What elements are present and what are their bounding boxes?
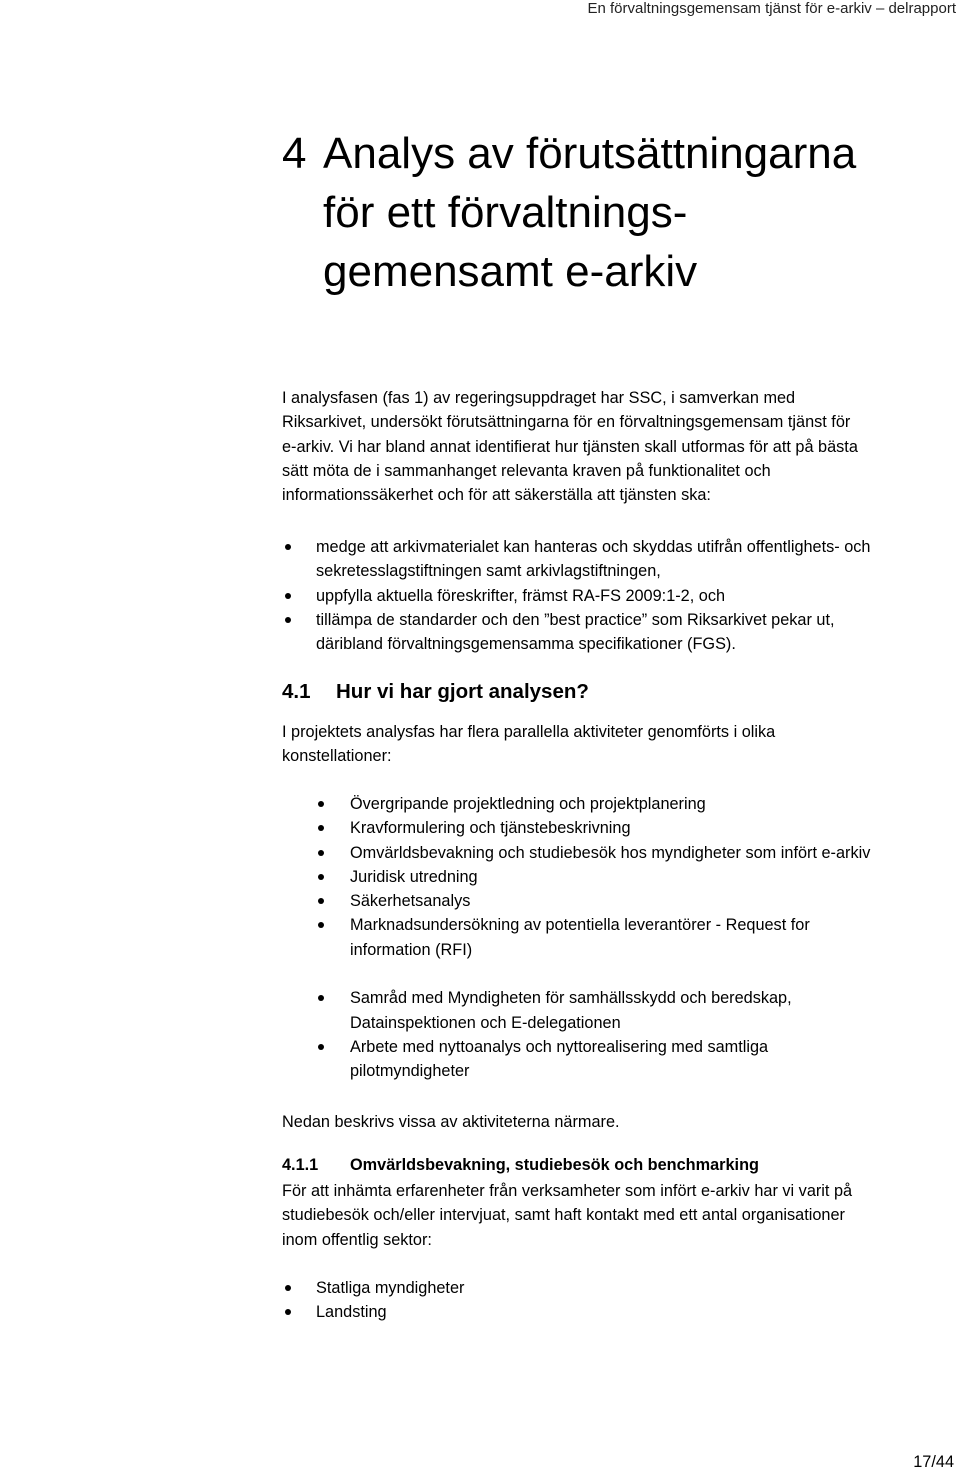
section-number: 4.1 [282, 680, 311, 703]
text-line: medge att arkivmaterialet kan hanteras och skyddas utifrån offentlighets- och [316, 538, 871, 556]
text-line: sekretesslagstiftningen samt arkivlagstiftningen, [316, 562, 661, 581]
list-item [350, 986, 870, 1035]
chapter-title-line: gemensamt e-arkiv [323, 247, 698, 296]
bullet-icon [285, 1285, 291, 1291]
intro-paragraph [282, 386, 858, 507]
list-item [350, 889, 870, 913]
text-line: För att inhämta erfarenheter från verksamheter som infört e-arkiv har vi varit på [282, 1182, 853, 1200]
chapter-title-line: Analys av förutsättningarna [323, 129, 857, 178]
bullet-icon [318, 850, 324, 856]
bullet-icon [318, 874, 324, 880]
text-line: uppfylla aktuella föreskrifter, främst RA-FS 2009:1-2, och [316, 586, 726, 605]
text-line: studiebesök och/eller intervjuat, samt haft kontakt med ett antal organisationer [282, 1206, 845, 1225]
text-line: I projektets analysfas har flera parallella aktiviteter genomförts i olika [282, 723, 776, 741]
text-line: informationssäkerhet och för att säkerställa att tjänsten ska: [282, 486, 711, 505]
bullet-icon [318, 1044, 324, 1050]
bullet-icon [318, 995, 324, 1001]
text-line: Datainspektionen och E-delegationen [350, 1013, 621, 1032]
list-item [350, 865, 870, 889]
chapter-title [282, 124, 856, 301]
bullet-icon [318, 801, 324, 807]
text-line: Kravformulering och tjänstebeskrivning [350, 819, 631, 838]
list-item [350, 792, 870, 816]
text-line: Landsting [316, 1303, 387, 1322]
text-line: Riksarkivet, undersökt förutsättningarna för en förvaltningsgemensam tjänst för [282, 413, 851, 432]
chapter-title-line: för ett förvaltnings- [323, 188, 688, 237]
page-number: 17/44 [913, 1453, 954, 1471]
list-item [316, 608, 870, 657]
chapter-number: 4 [282, 129, 307, 178]
text-line: Övergripande projektledning och projektplanering [350, 795, 706, 813]
list-item [316, 1276, 464, 1300]
section-title: Hur vi har gjort analysen? [336, 680, 589, 703]
list-item [316, 535, 870, 584]
bullet-icon [285, 544, 291, 550]
running-header: En förvaltningsgemensam tjänst för e-arkiv – delrapport [587, 0, 956, 17]
list-item [350, 816, 870, 840]
requirements-list [316, 535, 870, 656]
list-item [316, 1300, 464, 1324]
subsection-heading [282, 1153, 759, 1177]
text-line: Omvärldsbevakning och studiebesök hos myndigheter som infört e-arkiv [350, 843, 871, 862]
bullet-icon [285, 593, 291, 599]
bullet-icon [318, 825, 324, 831]
text-line: Statliga myndigheter [316, 1279, 465, 1297]
list-item [350, 913, 870, 962]
closing-paragraph [282, 1110, 620, 1134]
text-line: Juridisk utredning [350, 867, 478, 886]
text-line: inom offentlig sektor: [282, 1230, 432, 1249]
bullet-icon [318, 922, 324, 928]
list-item [316, 584, 870, 608]
subsection-number: 4.1.1 [282, 1156, 319, 1174]
text-line: konstellationer: [282, 747, 392, 766]
section-heading [282, 678, 589, 706]
text-line: pilotmyndigheter [350, 1062, 470, 1081]
text-line: Samråd med Myndigheten för samhällsskydd och beredskap, [350, 989, 792, 1008]
section-intro-paragraph [282, 720, 775, 769]
organisations-list [316, 1276, 464, 1325]
subsection-title: Omvärldsbevakning, studiebesök och benchmarking [350, 1156, 759, 1174]
list-item [350, 841, 870, 865]
text-line: tillämpa de standarder och den ”best practice” som Riksarkivet pekar ut, [316, 610, 835, 629]
bullet-icon [318, 898, 324, 904]
text-line: information (RFI) [350, 940, 473, 959]
text-line: Säkerhetsanalys [350, 892, 471, 911]
text-line: e-arkiv. Vi har bland annat identifierat hur tjänsten skall utformas för att på bästa [282, 437, 858, 456]
bullet-icon [285, 617, 291, 623]
text-line: I analysfasen (fas 1) av regeringsuppdraget har SSC, i samverkan med [282, 389, 796, 407]
bullet-icon [285, 1309, 291, 1315]
list-item [350, 1035, 870, 1084]
text-line: Nedan beskrivs vissa av aktiviteterna närmare. [282, 1113, 620, 1131]
activities-list [350, 792, 870, 1084]
text-line: Marknadsundersökning av potentiella leverantörer - Request for [350, 916, 810, 935]
text-line: sätt möta de i sammanhanget relevanta kraven på funktionalitet och [282, 461, 771, 480]
text-line: Arbete med nyttoanalys och nyttorealisering med samtliga [350, 1037, 769, 1056]
text-line: däribland förvaltningsgemensamma specifikationer (FGS). [316, 635, 736, 654]
subsection-paragraph [282, 1179, 852, 1252]
